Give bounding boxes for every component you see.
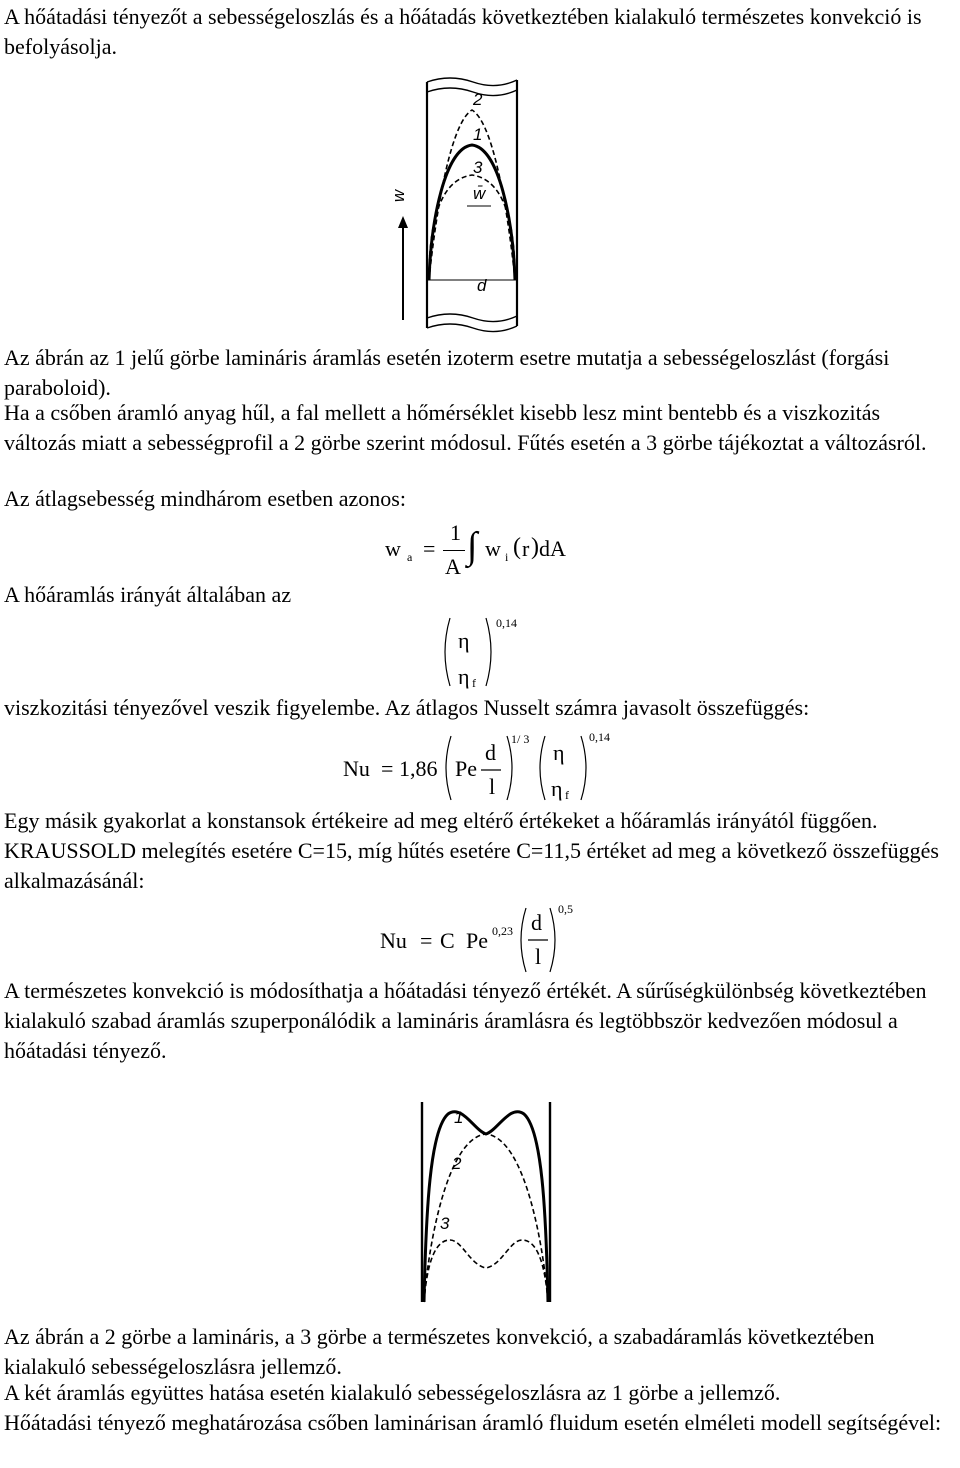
nu1-exponent-1: 1/ 3 xyxy=(511,732,530,746)
fig2-curve-1-label: 1 xyxy=(454,1108,464,1127)
nu1-pe: Pe xyxy=(455,756,477,781)
nu1-eta: η xyxy=(553,740,565,765)
cooling-paragraph: Ha a csőben áramló anyag hűl, a fal mellett a hőmérséklet kisebb lesz mint bentebb és a viszkozitás változás miatt a sebességprofil a 2 görbe szerint módosul. Fűtés esetén a 3 görbe tájékoztat a változásról. xyxy=(4,400,927,455)
nu2-pe: Pe xyxy=(466,928,488,953)
other-practice-paragraph: Egy másik gyakorlat a konstansok értékeire ad meg eltérő értékeket a hőáramlás irányától függően. KRAUSSOLD melegítés esetére C=15, míg hűtés esetére C=11,5 értéket ad meg a következő összefüggés alkalmazásánál: xyxy=(4,808,939,893)
nu2-exponent: 0,5 xyxy=(558,902,573,916)
figure-1-description: Az ábrán az 1 jelű görbe lamináris áramlás esetén izoterm esetre mutatja a sebességeloszlást (forgási paraboloid). xyxy=(4,345,890,400)
curve-1 xyxy=(424,1112,548,1302)
nusselt-formula-1 xyxy=(343,728,623,806)
intro-paragraph: A hőátadási tényezőt a sebességeloszlás és a hőátadás következtében kialakuló természetes konvekció is befolyásolja. xyxy=(4,4,922,59)
wa-equals: = xyxy=(423,536,436,561)
viscosity-ratio-formula xyxy=(440,612,530,692)
visc-eta-f: η xyxy=(458,664,470,689)
wa-paren-right: ) xyxy=(531,534,539,560)
viscosity-paragraph: viszkozitási tényezővel veszik figyelembe. Az átlagos Nusselt számra javasolt összefüggés: xyxy=(4,695,810,720)
fig2-curve-2-label: 2 xyxy=(452,1154,462,1173)
wa-denominator: A xyxy=(445,554,461,579)
nu1-d: d xyxy=(485,740,496,765)
curve-2 xyxy=(429,110,515,280)
wi-w: w xyxy=(485,536,501,561)
nu1-eta-f: η xyxy=(551,776,563,801)
curve-1-label: 1 xyxy=(473,125,483,144)
wa-w: w xyxy=(385,536,401,561)
wa-fraction-bar xyxy=(443,550,465,551)
wi-sub-i: i xyxy=(505,550,509,564)
wa-dA: dA xyxy=(539,536,566,561)
nusselt-formula-2 xyxy=(380,902,590,976)
curve-1 xyxy=(429,145,515,280)
nu2-nu: Nu xyxy=(380,928,407,953)
average-speed-paragraph: Az átlagsebesség mindhárom esetben azonos: xyxy=(4,486,406,511)
figure-2-description-2: A két áramlás együttes hatása esetén kialakuló sebességeloszlásra az 1 görbe a jellemző. xyxy=(4,1380,781,1405)
nu1-parentheses xyxy=(343,728,623,806)
wa-r: r xyxy=(522,536,530,561)
figure-2-description-1: Az ábrán a 2 görbe a lamináris, a 3 görbe a természetes konvekció, a szabadáramlás következtében kialakuló sebességeloszlásra jellemző. xyxy=(4,1324,875,1379)
curve-2-label: 2 xyxy=(473,90,483,109)
curve-3-label: 3 xyxy=(473,158,483,177)
visc-sub-f: f xyxy=(472,676,476,690)
visc-exponent: 0,14 xyxy=(496,616,517,630)
velocity-w-label: w xyxy=(389,189,409,203)
nu1-exponent-2: 0,14 xyxy=(589,730,610,744)
wa-numerator: 1 xyxy=(450,520,461,545)
nu2-l: l xyxy=(535,944,542,969)
nu1-sub-f: f xyxy=(565,788,569,802)
flow-direction-paragraph: A hőáramlás irányát általában az xyxy=(4,582,292,607)
combined-profile-diagram xyxy=(400,1090,560,1310)
nu2-pe-exponent: 0,23 xyxy=(492,924,513,938)
mean-velocity-label: w̄ xyxy=(473,184,486,203)
wa-paren-left: ( xyxy=(513,534,521,560)
fig2-curve-3-label: 3 xyxy=(440,1214,450,1233)
closing-paragraph: Hőátadási tényező meghatározása csőben laminárisan áramló fluidum esetén elméleti modell segítségével: xyxy=(4,1410,942,1435)
nu1-coefficient: 1,86 xyxy=(399,756,438,781)
nu1-nu: Nu xyxy=(343,756,370,781)
nu2-equals: = xyxy=(420,928,433,953)
diameter-d-label: d xyxy=(477,276,487,295)
nu2-d: d xyxy=(531,910,542,935)
nu1-l: l xyxy=(489,774,496,799)
visc-eta: η xyxy=(458,628,470,653)
curve-3 xyxy=(424,1240,548,1302)
wa-sub-a: a xyxy=(407,550,413,564)
natural-convection-paragraph: A természetes konvekció is módosíthatja a hőátadási tényező értékét. A sűrűségkülönbség következtében kialakuló szabad áramlás szuperponálódik a lamináris áramlásra és legtöbbször kedvezően módosul a hőátadási tényező. xyxy=(4,978,927,1063)
velocity-profile-figure-1 xyxy=(385,70,545,345)
tube-diagram xyxy=(385,70,545,345)
integral-sign: ∫ xyxy=(467,525,478,567)
velocity-profile-figure-2 xyxy=(400,1090,560,1310)
nu1-equals: = xyxy=(381,756,394,781)
nu2-c: C xyxy=(440,928,455,953)
